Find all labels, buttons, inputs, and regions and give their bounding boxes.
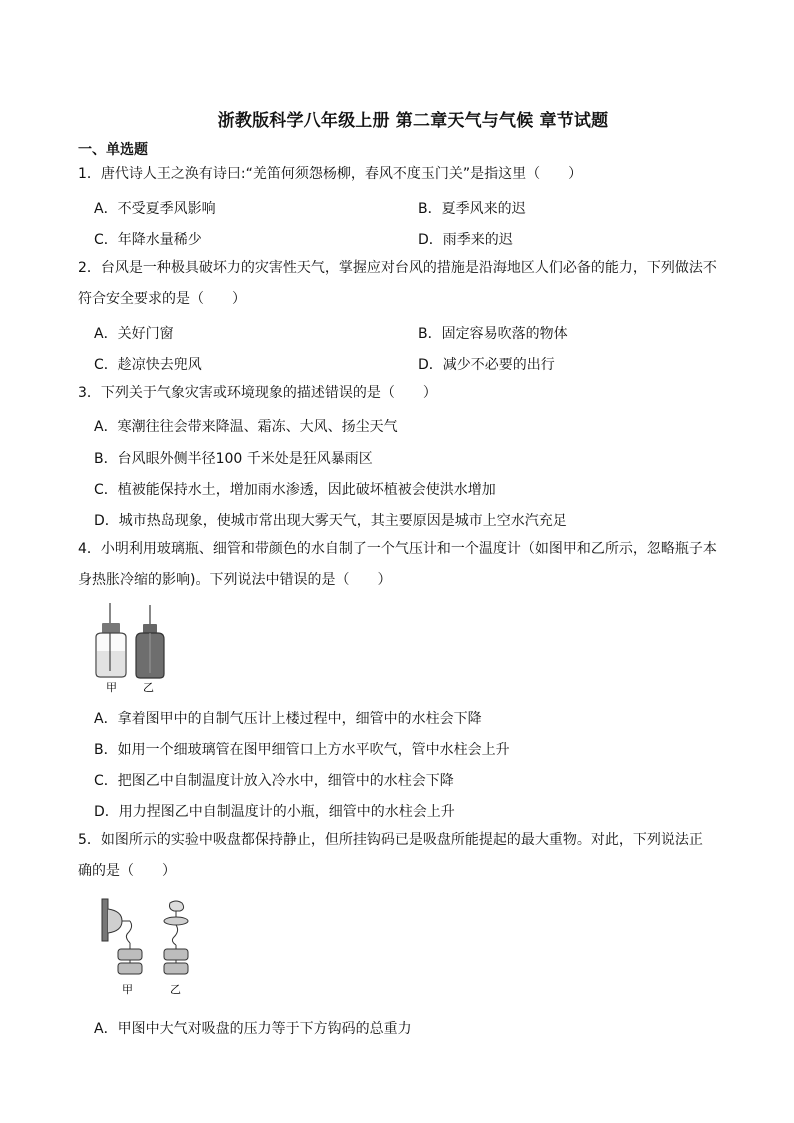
question-number: 2． — [78, 260, 101, 276]
barometer-bottle-icon — [96, 603, 126, 677]
wall-suction-cup-icon — [102, 899, 142, 974]
question-number: 5． — [78, 832, 101, 848]
question-1 — [78, 159, 748, 190]
question-text-line1: 台风是一种极具破坏力的灾害性天气，掌握应对台风的措施是沿海地区人们必备的能力，下列做法不 — [100, 260, 717, 276]
question-text-line2: 符合安全要求的是（ ） — [78, 291, 246, 307]
ceiling-suction-cup-icon — [164, 901, 188, 974]
option-5a: A．甲图中大气对吸盘的压力等于下方钩码的总重力 — [94, 1021, 412, 1037]
question-text: 唐代诗人王之涣有诗曰:“羌笛何须怨杨柳，春风不度玉门关”是指这里（ ） — [100, 166, 583, 182]
option-4d: D．用力捏图乙中自制温度计的小瓶，细管中的水柱会上升 — [94, 804, 455, 820]
figure-barometer-thermometer — [88, 603, 178, 695]
thermometer-bottle-icon — [136, 605, 164, 678]
question-4 — [78, 534, 748, 596]
option-2c: C．趁凉快去兜风 — [94, 357, 202, 373]
option-1d: D．雨季来的迟 — [418, 232, 513, 248]
question-3 — [78, 378, 748, 409]
option-2a: A．关好门窗 — [94, 326, 174, 342]
question-5 — [78, 825, 748, 887]
question-text-line2: 身热胀冷缩的影响)。下列说法中错误的是（ ） — [78, 572, 392, 588]
option-3c: C．植被能保持水土，增加雨水渗透，因此破坏植被会使洪水增加 — [94, 482, 496, 498]
page-title: 浙教版科学八年级上册 第二章天气与气候 章节试题 — [217, 111, 609, 131]
option-1c: C．年降水量稀少 — [94, 232, 202, 248]
question-text: 下列关于气象灾害或环境现象的描述错误的是（ ） — [100, 385, 437, 401]
option-2d: D．减少不必要的出行 — [418, 357, 555, 373]
figure-label-yi: 乙 — [170, 983, 181, 996]
question-text-line1: 如图所示的实验中吸盘都保持静止，但所挂钩码已是吸盘所能提起的最大重物。对此，下列说法正 — [100, 832, 703, 848]
option-1a: A．不受夏季风影响 — [94, 201, 216, 217]
option-3a: A．寒潮往往会带来降温、霜冻、大风、扬尘天气 — [94, 419, 398, 435]
section-heading: 一、单选题 — [78, 142, 148, 158]
question-2 — [78, 253, 748, 315]
option-2b: B．固定容易吹落的物体 — [418, 326, 568, 342]
question-number: 1． — [78, 166, 101, 182]
option-4b: B．如用一个细玻璃管在图甲细管口上方水平吹气，管中水柱会上升 — [94, 742, 510, 758]
figure-label-jia: 甲 — [122, 983, 133, 996]
option-4a: A．拿着图甲中的自制气压计上楼过程中，细管中的水柱会下降 — [94, 711, 482, 727]
option-3d: D．城市热岛现象，使城市常出现大雾天气，其主要原因是城市上空水汽充足 — [94, 513, 567, 529]
option-3b: B．台风眼外侧半径100 千米处是狂风暴雨区 — [94, 451, 373, 467]
figure-label-yi: 乙 — [143, 681, 154, 694]
question-number: 4． — [78, 541, 101, 557]
question-text-line2: 确的是（ ） — [78, 863, 176, 879]
figure-suction-cups — [100, 897, 200, 999]
option-1b: B．夏季风来的迟 — [418, 201, 526, 217]
figure-label-jia: 甲 — [106, 681, 117, 694]
option-4c: C．把图乙中自制温度计放入冷水中，细管中的水柱会下降 — [94, 773, 454, 789]
question-text-line1: 小明利用玻璃瓶、细管和带颜色的水自制了一个气压计和一个温度计（如图甲和乙所示，忽略瓶子本 — [100, 541, 717, 557]
question-number: 3． — [78, 385, 101, 401]
